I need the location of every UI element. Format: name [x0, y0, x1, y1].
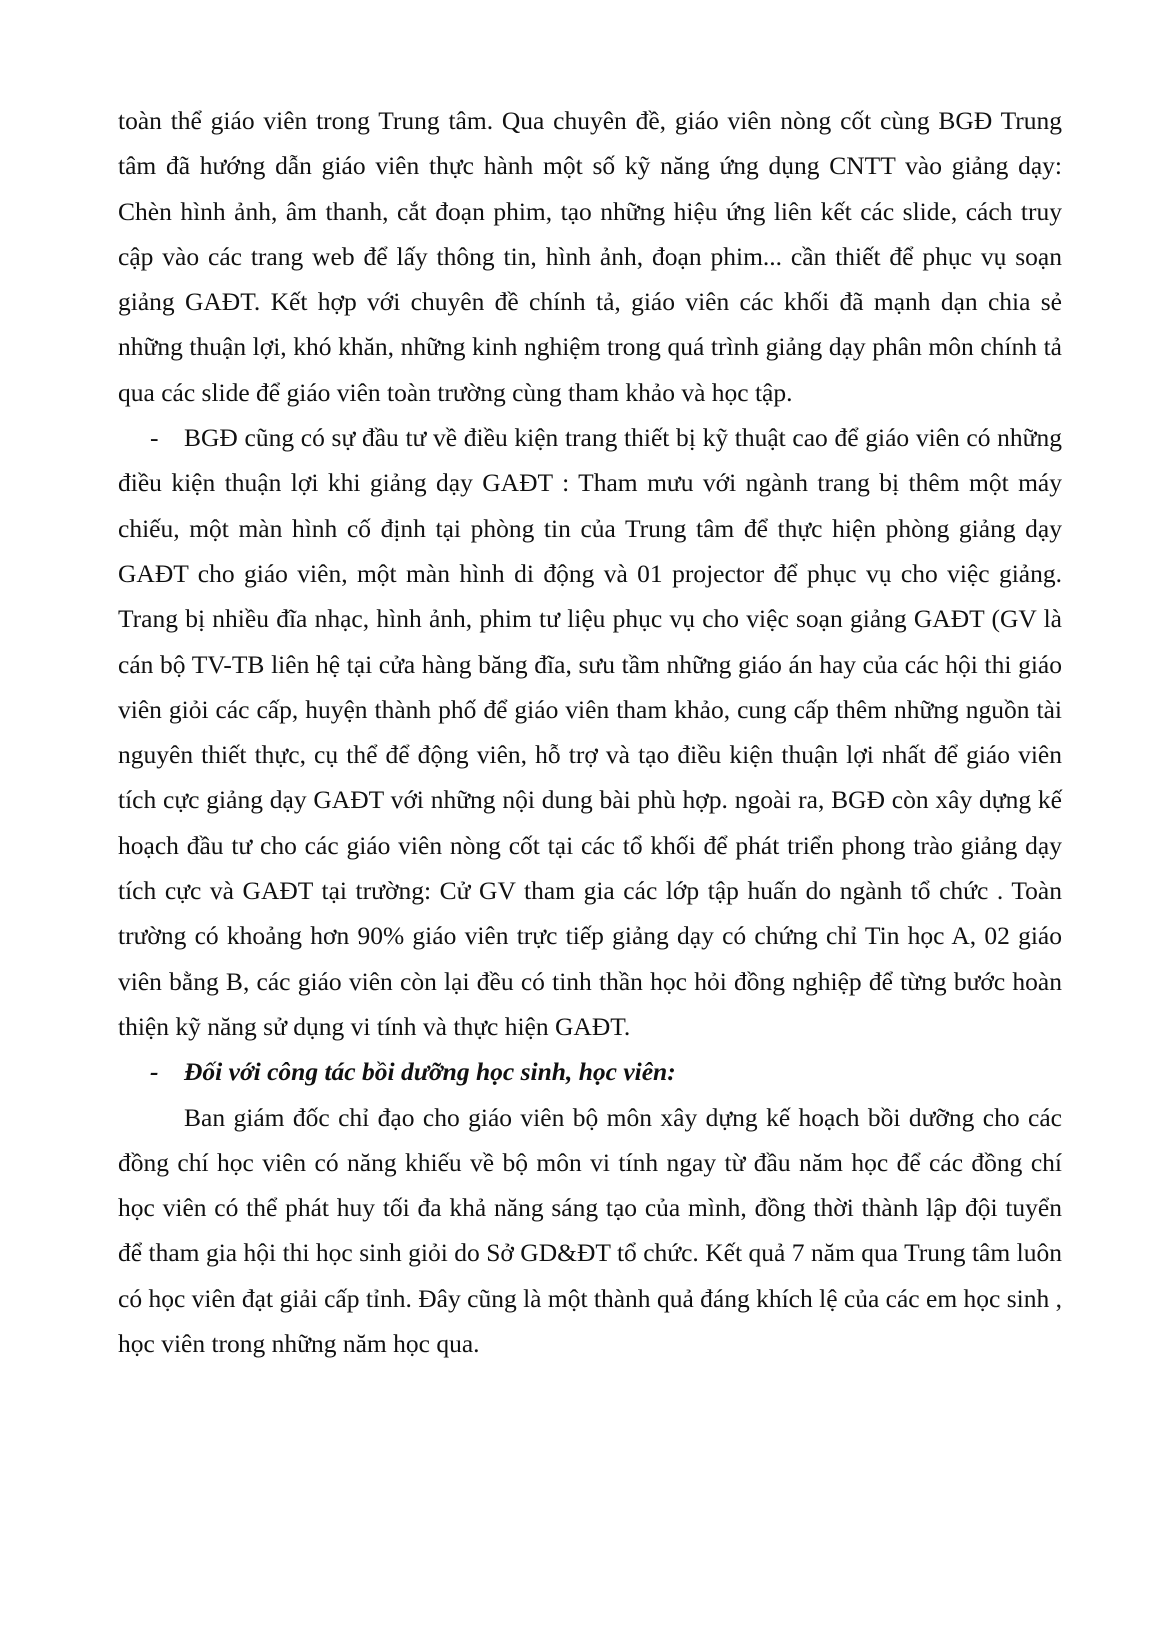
- bullet-paragraph-text: BGĐ cũng có sự đầu tư về điều kiện trang thiết bị kỹ thuật cao để giáo viên có những điều kiện thuận lợi khi giảng dạy GAĐT : Tham mưu với ngành trang bị thêm một máy chiếu, một màn hình cố định tại phòng tin của Trung tâm để thực hiện phòng giảng dạy GAĐT cho giáo viên, một màn hình di động và 01 projector để phục vụ cho việc giảng. Trang bị nhiều đĩa nhạc, hình ảnh, phim tư liệu phục vụ cho việc soạn giảng GAĐT (GV là cán bộ TV-TB liên hệ tại cửa hàng băng đĩa, sưu tầm những giáo án hay của các hội thi giáo viên giỏi các cấp, huyện thành phố để giáo viên tham khảo, cung cấp thêm những nguồn tài nguyên thiết thực, cụ thể để động viên, hỗ trợ và tạo điều kiện thuận lợi nhất để giáo viên tích cực giảng dạy GAĐT với những nội dung bài phù hợp. ngoài ra, BGĐ còn xây dựng kế hoạch đầu tư cho các giáo viên nòng cốt tại các tổ khối để phát triển phong trào giảng dạy tích cực và GAĐT tại trường: Cử GV tham gia các lớp tập huấn do ngành tổ chức . Toàn trường có khoảng hơn 90% giáo viên trực tiếp giảng dạy có chứng chỉ Tin học A, 02 giáo viên bằng B, các giáo viên còn lại đều có tinh thần học hỏi đồng nghiệp để từng bước hoàn thiện kỹ năng sử dụng vi tính và thực hiện GAĐT.: [118, 423, 1062, 1041]
- bullet-marker: -: [150, 1057, 159, 1087]
- bullet-marker: -: [150, 423, 159, 453]
- section-heading-text: Đối với công tác bồi dưỡng học sinh, học viên:: [184, 1057, 676, 1087]
- bullet-paragraph-equipment-investment: [118, 415, 1062, 1049]
- section-heading-student-training: [118, 1049, 1062, 1094]
- paragraph-training-cntt: toàn thể giáo viên trong Trung tâm. Qua chuyên đề, giáo viên nòng cốt cùng BGĐ Trung tâm đã hướng dẫn giáo viên thực hành một số kỹ năng ứng dụng CNTT vào giảng dạy: Chèn hình ảnh, âm thanh, cắt đoạn phim, tạo những hiệu ứng liên kết các slide, cách truy cập vào các trang web để lấy thông tin, hình ảnh, đoạn phim... cần thiết để phục vụ soạn giảng GAĐT. Kết hợp với chuyên đề chính tả, giáo viên các khối đã mạnh dạn chia sẻ những thuận lợi, khó khăn, những kinh nghiệm trong quá trình giảng dạy phân môn chính tả qua các slide để giáo viên toàn trường cùng tham khảo và học tập.: [118, 106, 1062, 407]
- paragraph-student-training: Ban giám đốc chỉ đạo cho giáo viên bộ môn xây dựng kế hoạch bồi dưỡng cho các đồng chí học viên có năng khiếu về bộ môn vi tính ngay từ đầu năm học để các đồng chí học viên có thể phát huy tối đa khả năng sáng tạo của mình, đồng thời thành lập đội tuyển để tham gia hội thi học sinh giỏi do Sở GD&ĐT tổ chức. Kết quả 7 năm qua Trung tâm luôn có học viên đạt giải cấp tỉnh. Đây cũng là một thành quả đáng khích lệ của các em học sinh , học viên trong những năm học qua.: [118, 1102, 1062, 1359]
- document-page: [118, 98, 1062, 1366]
